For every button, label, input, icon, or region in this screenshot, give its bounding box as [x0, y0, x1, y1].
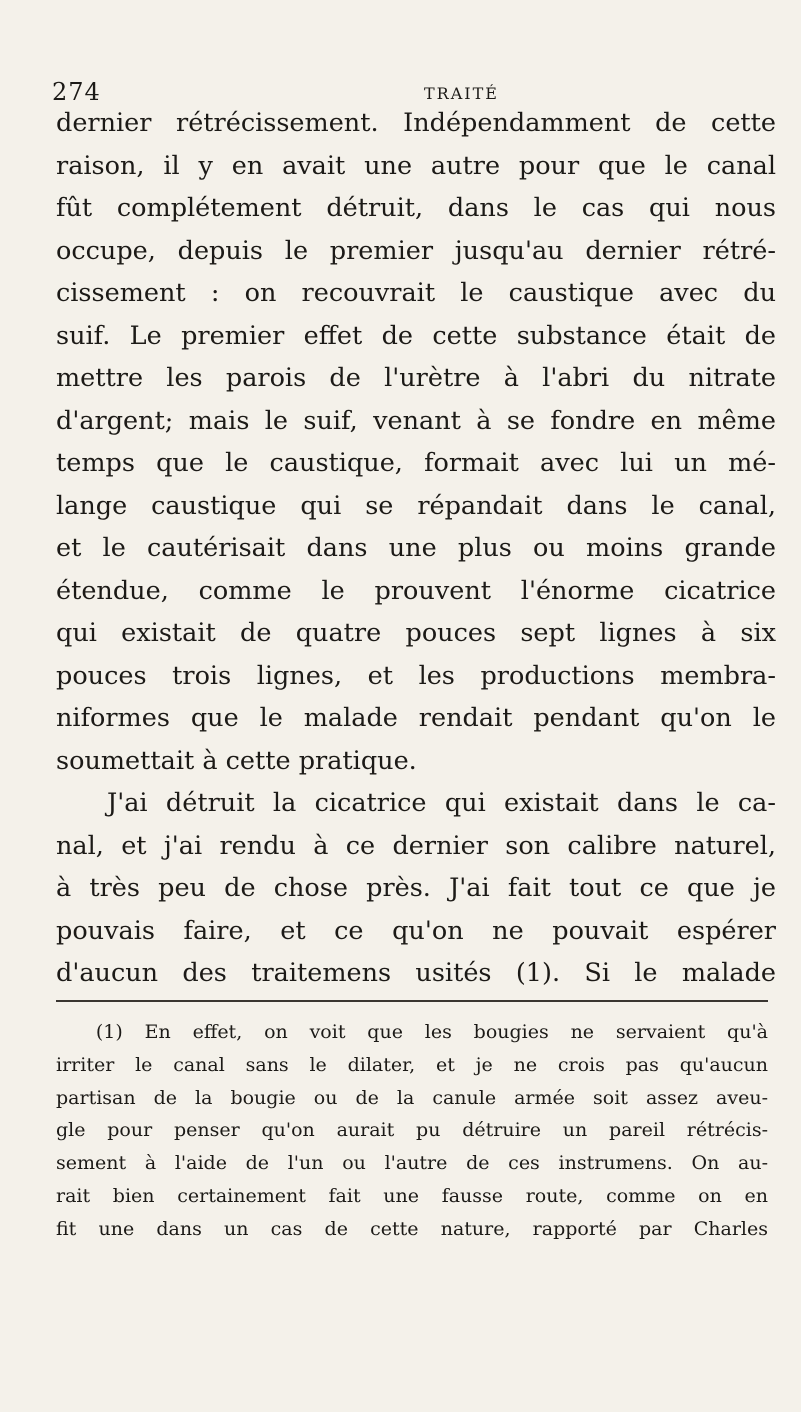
text-line: lange caustique qui se répandait dans le canal,	[56, 490, 776, 521]
footnote-line: partisan de la bougie ou de la canule armée soit assez aveu-	[56, 1086, 768, 1109]
footnote-line: rait bien certainement fait une fausse route, comme on en	[56, 1184, 768, 1207]
text-line: raison, il y en avait une autre pour que le canal	[56, 150, 776, 181]
footnote-line: sement à l'aide de l'un ou l'autre de ces instrumens. On au-	[56, 1152, 768, 1175]
text-line: pouces trois lignes, et les productions membra-	[56, 660, 776, 691]
text-line: fût complétement détruit, dans le cas qui nous	[56, 193, 776, 223]
text-line: soumettait à cette pratique.	[56, 745, 417, 776]
text-line: cissement : on recouvrait le caustique avec du	[56, 278, 776, 308]
footnote-line: fit une dans un cas de cette nature, rapporté par Charles	[56, 1217, 768, 1240]
text-line: suif. Le premier effet de cette substance était de	[56, 320, 776, 351]
main-text	[56, 102, 776, 995]
footnote-line: (1) En effet, on voit que les bougies ne servaient qu'à	[95, 1021, 768, 1043]
text-line: d'argent; mais le suif, venant à se fondre en même	[56, 405, 776, 436]
text-line: occupe, depuis le premier jusqu'au dernier rétré-	[56, 235, 776, 266]
footnote-line: gle pour penser qu'on aurait pu détruire un pareil rétrécis-	[56, 1119, 768, 1142]
text-line: étendue, comme le prouvent l'énorme cicatrice	[56, 575, 776, 606]
text-line: à très peu de chose près. J'ai fait tout ce que je	[56, 873, 776, 903]
text-line: dernier rétrécissement. Indépendamment de cette	[56, 108, 776, 138]
text-line: qui existait de quatre pouces sept lignes à six	[56, 618, 776, 648]
running-title: TRAITÉ	[424, 84, 499, 103]
text-line: nal, et j'ai rendu à ce dernier son calibre naturel,	[56, 830, 776, 861]
footnote-rule	[56, 1000, 768, 1002]
footnote	[56, 1016, 768, 1246]
text-line: temps que le caustique, formait avec lui un mé-	[56, 448, 776, 478]
text-line: pouvais faire, et ce qu'on ne pouvait espérer	[56, 915, 776, 946]
text-line: d'aucun des traitemens usités (1). Si le malade	[56, 958, 776, 988]
text-line: niformes que le malade rendait pendant qu'on le	[56, 703, 776, 733]
text-line: mettre les parois de l'urètre à l'abri du nitrate	[56, 363, 776, 393]
footnote-line: irriter le canal sans le dilater, et je ne crois pas qu'aucun	[56, 1053, 768, 1076]
text-line: J'ai détruit la cicatrice qui existait dans le ca-	[107, 788, 776, 818]
text-line: et le cautérisait dans une plus ou moins grande	[56, 533, 776, 563]
page-number: 274	[52, 78, 101, 106]
